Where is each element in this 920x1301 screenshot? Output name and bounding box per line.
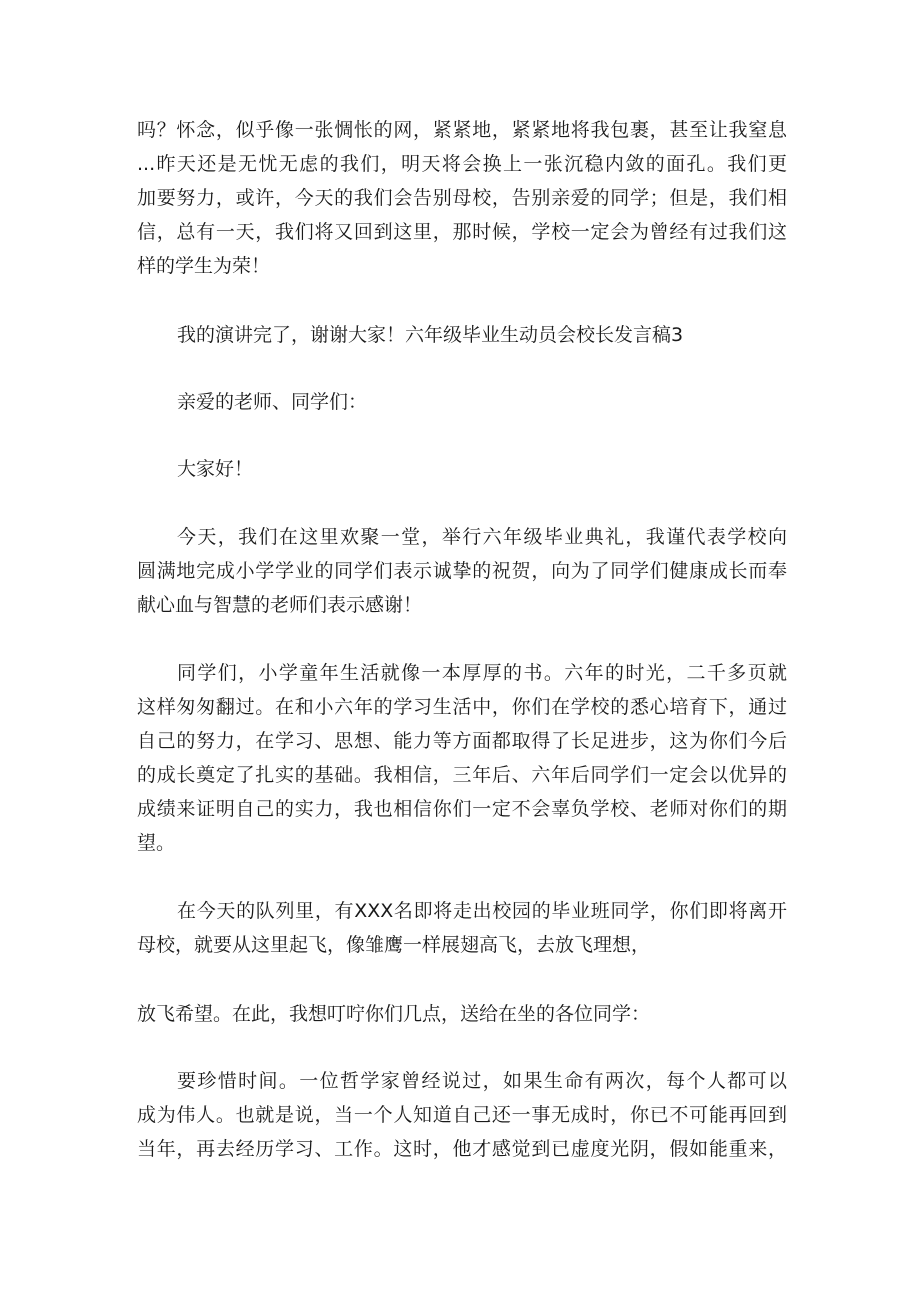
text-line: 今天，我们在这里欢聚一堂，举行六年级毕业典礼，我谨代表学校向 <box>177 526 787 548</box>
text-line: 这样匆匆翻过。在和小六年的学习生活中，你们在学校的悉心培育下，通过 <box>137 696 787 718</box>
text-line: 放飞希望。在此，我想叮咛你们几点，送给在坐的各位同学： <box>137 1003 651 1025</box>
salutation: 亲爱的老师、同学们： <box>177 391 368 413</box>
text-line: 自己的努力，在学习、思想、能力等方面都取得了长足进步，这为你们今后 <box>137 730 787 752</box>
text-line: 母校，就要从这里起飞，像雏鹰一样展翅高飞，去放飞理想， <box>137 934 651 956</box>
text-line: 献心血与智慧的老师们表示感谢！ <box>137 594 423 616</box>
text-line: 同学们，小学童年生活就像一本厚厚的书。六年的时光，二千多页就 <box>177 662 787 684</box>
text-line: 信，总有一天，我们将又回到这里，那时候，学校一定会为曾经有过我们这 <box>137 221 787 243</box>
text-line: 当年，再去经历学习、工作。这时，他才感觉到已虚度光阴，假如能重来， <box>137 1138 787 1160</box>
heading-line: 我的演讲完了，谢谢大家！六年级毕业生动员会校长发言稿3 <box>177 324 684 346</box>
text-line: 要珍惜时间。一位哲学家曾经说过，如果生命有两次，每个人都可以 <box>177 1070 787 1092</box>
text-line: 吗？怀念，似乎像一张惆怅的网，紧紧地，紧紧地将我包裹，甚至让我窒息 <box>137 119 787 141</box>
text-line: 样的学生为荣！ <box>137 255 271 277</box>
text-line: 成绩来证明自己的实力，我也相信你们一定不会辜负学校、老师对你们的期 <box>137 798 787 820</box>
text-line: 圆满地完成小学学业的同学们表示诚挚的祝贺，向为了同学们健康成长而奉 <box>137 560 787 582</box>
text-line: 望。 <box>137 832 176 854</box>
text-line: 的成长奠定了扎实的基础。我相信，三年后、六年后同学们一定会以优异的 <box>137 764 787 786</box>
text-line: 在今天的队列里，有XXX名即将走出校园的毕业班同学，你们即将离开 <box>177 900 787 922</box>
greeting: 大家好！ <box>177 458 254 480</box>
text-line: 加要努力，或许，今天的我们会告别母校，告别亲爱的同学；但是，我们相 <box>137 187 787 209</box>
text-line: ...昨天还是无忧无虑的我们，明天将会换上一张沉稳内敛的面孔。我们更 <box>137 153 787 175</box>
text-line: 成为伟人。也就是说，当一个人知道自己还一事无成时，你已不可能再回到 <box>137 1104 787 1126</box>
